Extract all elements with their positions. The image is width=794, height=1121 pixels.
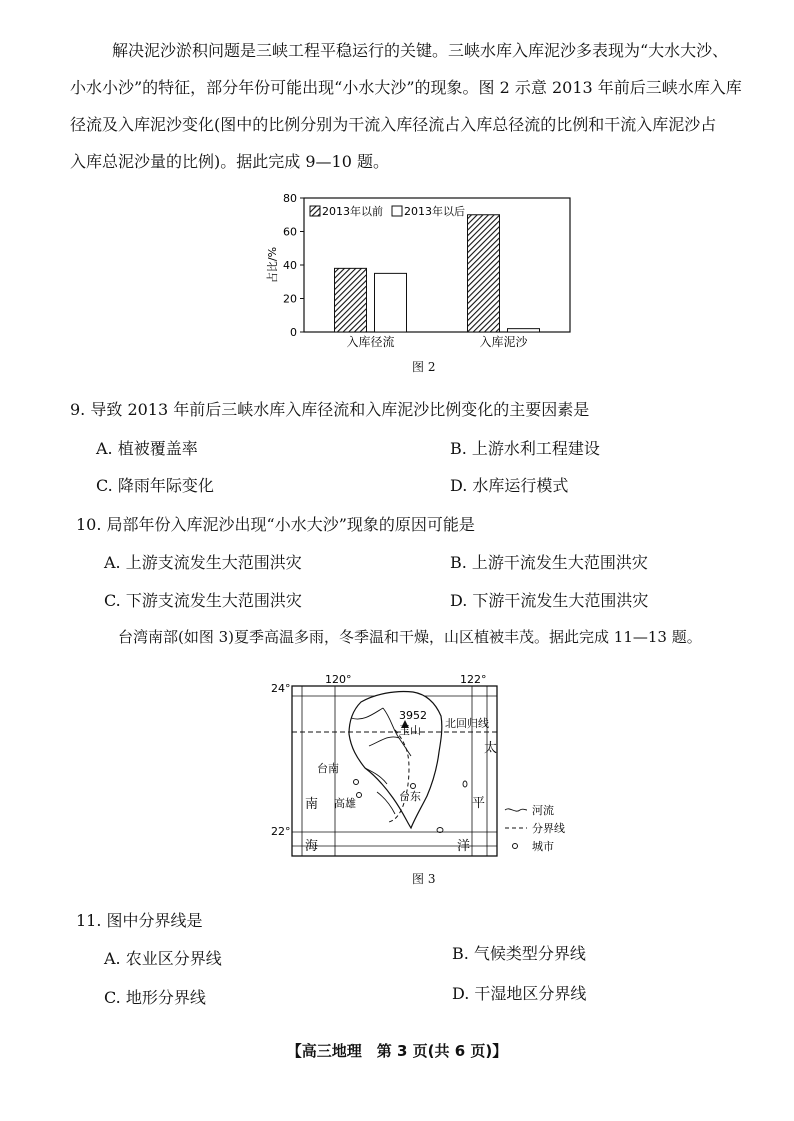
y-axis-label: 占比/% bbox=[266, 246, 279, 284]
peak-label: 3952 bbox=[399, 709, 427, 722]
sea-label-1: 南 bbox=[305, 797, 319, 812]
lon-right-label: 122° bbox=[460, 673, 487, 686]
q11-option-b[interactable]: B. 气候类型分界线 bbox=[452, 944, 586, 963]
q10-stem: 10. 局部年份入库泥沙出现“小水大沙”现象的原因可能是 bbox=[76, 515, 475, 534]
y-tick-label: 0 bbox=[290, 326, 297, 339]
y-tick-label: 20 bbox=[283, 292, 297, 306]
q9-option-d[interactable]: D. 水库运行模式 bbox=[450, 476, 569, 495]
ocean-label-1: 太 bbox=[484, 741, 498, 756]
legend-river-icon bbox=[505, 809, 527, 811]
q10-option-c[interactable]: C. 下游支流发生大范围洪灾 bbox=[104, 591, 302, 610]
bar-0-0 bbox=[335, 268, 367, 332]
category-label: 入库径流 bbox=[346, 335, 395, 349]
q9-option-b[interactable]: B. 上游水利工程建设 bbox=[450, 439, 600, 458]
legend-label-1: 2013年以后 bbox=[404, 205, 465, 218]
city-kaohsiung-label: 高雄 bbox=[334, 797, 356, 810]
lon-left-label: 120° bbox=[325, 673, 352, 686]
ocean-label-3: 洋 bbox=[457, 839, 471, 854]
y-tick-label: 40 bbox=[283, 259, 297, 272]
figure3-caption: 图 3 bbox=[412, 872, 436, 886]
q9-stem: 9. 导致 2013 年前后三峡水库入库径流和入库泥沙比例变化的主要因素是 bbox=[70, 400, 590, 419]
q11-option-d[interactable]: D. 干湿地区分界线 bbox=[452, 984, 587, 1003]
intro-line-4: 入库总泥沙量的比例)。据此完成 9—10 题。 bbox=[70, 152, 389, 171]
city-tainan-marker bbox=[354, 780, 359, 785]
intro-line-3: 径流及入库泥沙变化(图中的比例分别为干流入库径流占入库总径流的比例和干流入库泥沙占 bbox=[70, 115, 717, 134]
page-footer: 【高三地理 第 3 页(共 6 页)】 bbox=[286, 1042, 508, 1060]
q10-option-d[interactable]: D. 下游干流发生大范围洪灾 bbox=[450, 591, 649, 610]
q11-option-c[interactable]: C. 地形分界线 bbox=[104, 988, 206, 1007]
mountain-label: 玉山 bbox=[399, 724, 421, 737]
taiwan-coastline bbox=[349, 691, 442, 828]
legend-river: 河流 bbox=[532, 804, 554, 817]
y-tick-label: 80 bbox=[283, 192, 297, 205]
bar-1-1 bbox=[508, 329, 540, 332]
legend-swatch-0 bbox=[310, 206, 320, 216]
legend-label-0: 2013年以前 bbox=[322, 205, 383, 218]
legend-swatch-1 bbox=[392, 206, 402, 216]
city-taitung-marker bbox=[411, 784, 416, 789]
bar-1-0 bbox=[375, 273, 407, 332]
tropic-label: 北回归线 bbox=[445, 717, 489, 730]
figure2-caption: 图 2 bbox=[412, 360, 436, 374]
ocean-label-2: 平 bbox=[472, 796, 486, 811]
legend-city: 城市 bbox=[532, 840, 554, 853]
y-tick-label: 60 bbox=[283, 225, 297, 239]
legend-boundary: 分界线 bbox=[532, 822, 565, 835]
legend-city-icon bbox=[513, 844, 518, 849]
q9-option-c[interactable]: C. 降雨年际变化 bbox=[96, 476, 214, 495]
sea-label-2: 海 bbox=[305, 839, 319, 854]
city-tainan-label: 台南 bbox=[317, 762, 339, 775]
q11-stem: 11. 图中分界线是 bbox=[76, 911, 203, 930]
figure3-map bbox=[265, 672, 585, 867]
city-kaohsiung-marker bbox=[357, 793, 362, 798]
lat-bottom-label: 22° bbox=[271, 825, 291, 838]
intro2: 台湾南部(如图 3)夏季高温多雨，冬季温和干燥，山区植被丰茂。据此完成 11—13 题。 bbox=[118, 628, 702, 646]
lat-top-label: 24° bbox=[271, 682, 291, 695]
figure2-chart bbox=[260, 188, 580, 368]
q9-option-a[interactable]: A. 植被覆盖率 bbox=[96, 439, 198, 458]
q10-option-b[interactable]: B. 上游干流发生大范围洪灾 bbox=[450, 553, 648, 572]
city-taitung-label: 台东 bbox=[399, 790, 421, 803]
intro-line-1: 解决泥沙淤积问题是三峡工程平稳运行的关键。三峡水库入库泥沙多表现为“大水大沙、 bbox=[112, 41, 729, 60]
q11-option-a[interactable]: A. 农业区分界线 bbox=[104, 949, 222, 968]
q10-option-a[interactable]: A. 上游支流发生大范围洪灾 bbox=[104, 553, 302, 572]
intro-line-2: 小水小沙”的特征，部分年份可能出现“小水大沙”的现象。图 2 示意 2013 年前后三峡水库入库 bbox=[70, 78, 742, 97]
category-label: 入库泥沙 bbox=[479, 335, 528, 349]
bar-0-1 bbox=[468, 215, 500, 332]
